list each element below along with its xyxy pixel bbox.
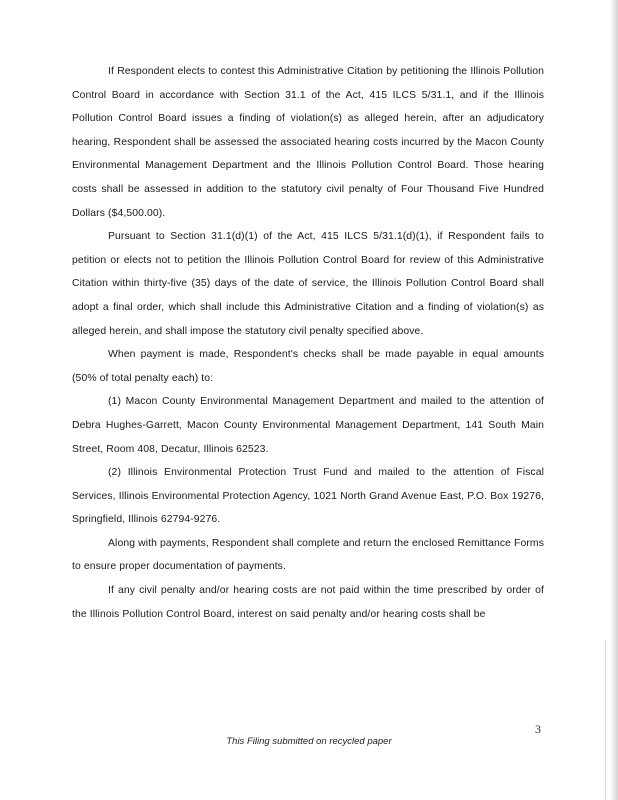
paragraph-final-order: Pursuant to Section 31.1(d)(1) of the Act, 415 ILCS 5/31.1(d)(1), if Respondent fails to petition or elects not to petition the Illinois Pollution Control Board for review of this Administrative Citation within thirty-five (35) days of the date of service, the Illinois Pollution Control Board shall adopt a final order, which shall include this Administrative Citation and a finding of violation(s) as alleged herein, and shall impose the statutory civil penalty specified above.: [72, 231, 544, 337]
paragraph-interest: If any civil penalty and/or hearing costs are not paid within the time prescribed by order of the Illinois Pollution Control Board, interest on said penalty and/or hearing costs shall be: [72, 585, 544, 620]
document-body: [72, 60, 544, 626]
page-edge-shadow: [610, 0, 618, 800]
paragraph-remittance-forms: Along with payments, Respondent shall complete and return the enclosed Remittance Forms to ensure proper documentation of payments.: [72, 537, 544, 573]
paragraph-payment-instructions: When payment is made, Respondent's checks shall be made payable in equal amounts (50% of total penalty each) to:: [72, 349, 544, 384]
paragraph-hearing-costs: If Respondent elects to contest this Administrative Citation by petitioning the Illinois Pollution Control Board in accordance with Section 31.1 of the Act, 415 ILCS 5/31.1, and if the Illinois Pollution Control Board issues a finding of violation(s) as alleged herein, after an adjudicatory hearing, Respondent shall be assessed the associated hearing costs incurred by the Macon County Environmental Management Department and the Illinois Pollution Control Board. Those hearing costs shall be assessed in addition to the statutory civil penalty of Four Thousand Five Hundred Dollars ($4,500.00).: [72, 66, 544, 219]
paragraph-payee-illinois-epa: (2) Illinois Environmental Protection Trust Fund and mailed to the attention of Fiscal Services, Illinois Environmental Protection Agency, 1021 North Grand Avenue East, P.O. Box 19276, Springfield, Illinois 62794-9276.: [72, 467, 544, 526]
page-edge-line: [605, 640, 606, 800]
page-number: 3: [535, 722, 541, 736]
paragraph-payee-macon-county: (1) Macon County Environmental Management Department and mailed to the attention of Debra Hughes-Garrett, Macon County Environmental Management Department, 141 South Main Street, Room 408, Decatur, Illinois 62523.: [72, 396, 544, 455]
footer-note: This Filing submitted on recycled paper: [226, 736, 392, 747]
